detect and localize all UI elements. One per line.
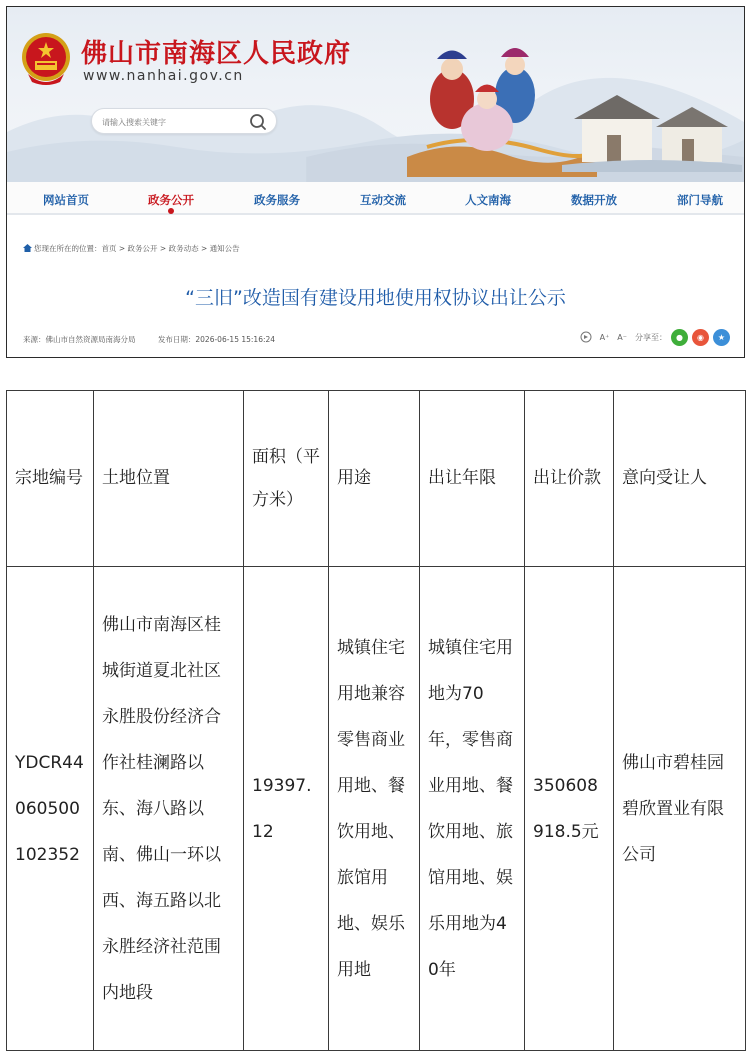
qzone-share-icon[interactable]: ★ [713, 329, 730, 346]
main-nav [7, 182, 744, 215]
header-usage: 用途 [329, 391, 420, 567]
nav-item-open-data[interactable]: 数据开放 [571, 193, 617, 207]
search-input[interactable] [102, 114, 242, 130]
land-transfer-table [6, 390, 746, 1051]
article-date: 发布日期：2026-06-15 15:16:24 [157, 335, 276, 344]
nav-item-departments[interactable]: 部门导航 [677, 193, 723, 207]
nav-item-government-affairs[interactable]: 政务公开 [148, 193, 194, 207]
header-location: 土地位置 [94, 391, 244, 567]
read-aloud-icon[interactable] [580, 331, 592, 343]
font-decrease-icon[interactable]: A⁻ [617, 332, 627, 342]
active-nav-indicator [168, 208, 174, 214]
cell-area: 19397.12 [244, 567, 329, 1051]
article-tools [580, 327, 730, 347]
cell-location: 佛山市南海区桂城街道夏北社区永胜股份经济合作社桂澜路以东、海八路以南、佛山一环以西、海五路以北永胜经济社范围内地段 [94, 567, 244, 1051]
share-label: 分享至： [635, 332, 667, 342]
header-parcel-number: 宗地编号 [7, 391, 94, 567]
breadcrumb [23, 243, 240, 254]
header-buyer: 意向受让人 [614, 391, 746, 567]
header-term: 出让年限 [420, 391, 525, 567]
national-emblem-icon [20, 30, 72, 88]
table-row [7, 567, 746, 1051]
nav-item-interaction[interactable]: 互动交流 [360, 193, 406, 207]
wechat-share-icon[interactable]: ● [671, 329, 688, 346]
header-price: 出让价款 [525, 391, 614, 567]
nav-item-culture[interactable]: 人文南海 [465, 193, 511, 207]
weibo-share-icon[interactable]: ◉ [692, 329, 709, 346]
cell-usage: 城镇住宅用地兼容零售商业用地、餐饮用地、旅馆用地、娱乐用地 [329, 567, 420, 1051]
breadcrumb-text[interactable]: 您现在所在的位置：首页 > 政务公开 > 政务动态 > 通知公告 [34, 244, 240, 253]
cell-parcel-number: YDCR44060500102352 [7, 567, 94, 1051]
article-source: 来源：佛山市自然资源局南海分局 [23, 335, 136, 344]
header-area: 面积（平方米） [244, 391, 329, 567]
table-header-row [7, 391, 746, 567]
site-banner [7, 7, 744, 182]
page-title: “三旧”改造国有建设用地使用权协议出让公示 [185, 287, 566, 309]
search-box[interactable] [91, 108, 277, 134]
search-icon[interactable] [248, 112, 268, 132]
cell-price: 350608918.5元 [525, 567, 614, 1051]
cell-term: 城镇住宅用地为70年，零售商业用地、餐饮用地、旅馆用地、娱乐用地为40年 [420, 567, 525, 1051]
webpage-screenshot [6, 6, 745, 358]
nav-item-home[interactable]: 网站首页 [43, 193, 89, 207]
lingnan-architecture-illustration [562, 77, 742, 172]
site-url[interactable]: www.nanhai.gov.cn [83, 68, 244, 84]
article-meta [23, 334, 295, 345]
cell-buyer: 佛山市碧桂园碧欣置业有限公司 [614, 567, 746, 1051]
site-name[interactable]: 佛山市南海区人民政府 [81, 39, 352, 69]
home-icon [23, 244, 32, 252]
font-increase-icon[interactable]: A⁺ [599, 332, 610, 342]
nav-item-government-services[interactable]: 政务服务 [254, 193, 300, 207]
